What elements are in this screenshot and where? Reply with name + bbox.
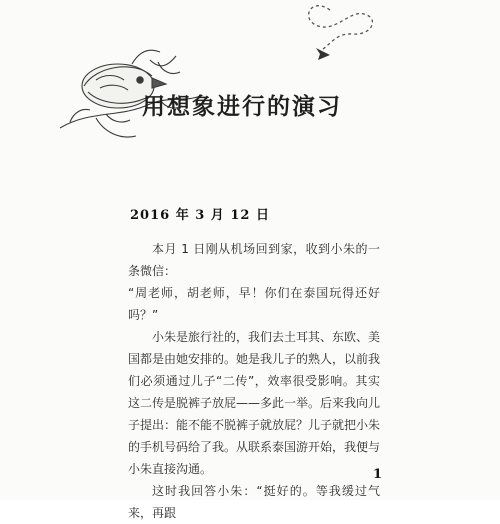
paragraph-quote: “周老师，胡老师，早！你们在泰国玩得还好吗？” bbox=[128, 286, 380, 322]
page-number: 1 bbox=[372, 467, 382, 482]
paragraph: 这时我回答小朱：“挺好的。等我缓过气来，再跟 bbox=[128, 484, 380, 520]
entry-date: 2016 年 3 月 12 日 bbox=[130, 208, 270, 223]
chapter-title: 用想象进行的演习 bbox=[142, 93, 342, 120]
paragraph: 小朱是旅行社的，我们去土耳其、东欧、美国都是由她安排的。她是我儿子的熟人，以前我们必须通过儿子“二传”，效率很受影响。其实这二传是脱裤子放屁——多此一举。后来我向儿子提出：能不能不脱裤子就放屁？儿子就把小朱的手机号码给了我。从联系泰国游开始，我便与小朱直接沟通。 bbox=[128, 330, 381, 476]
entry-body bbox=[128, 238, 380, 524]
chapter-header-illustration bbox=[0, 0, 500, 160]
paper-airplane-dashed-trail-icon bbox=[309, 6, 373, 60]
paragraph: 本月 1 日刚从机场回到家，收到小朱的一条微信： bbox=[128, 242, 380, 278]
